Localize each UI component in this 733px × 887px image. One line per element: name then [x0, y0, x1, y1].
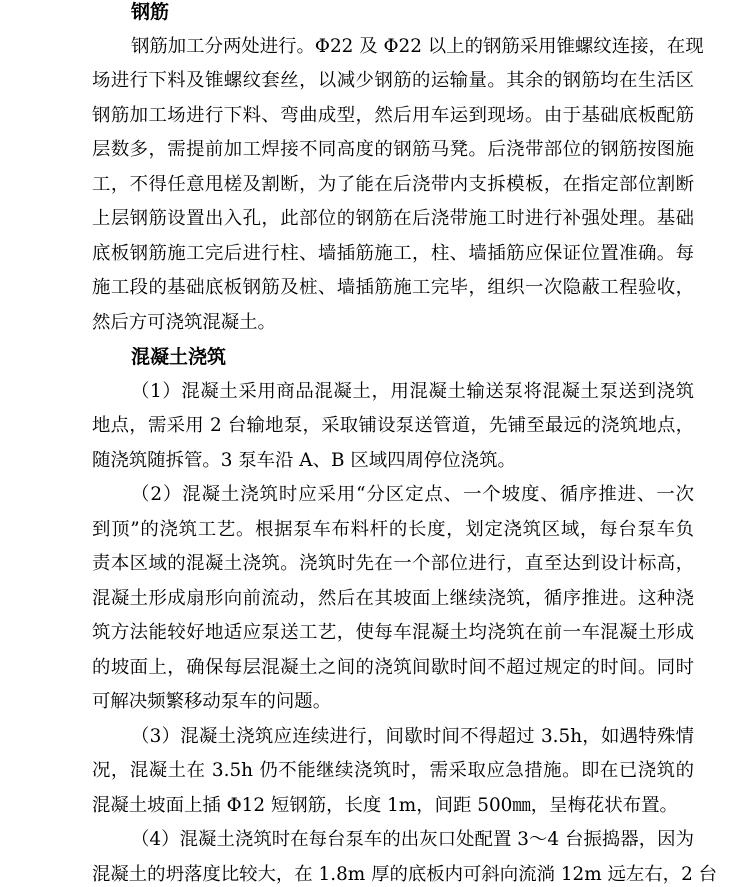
paragraph-line: （3）混凝土浇筑应连续进行，间歇时间不得超过 3.5h，如遇特殊情 — [131, 726, 694, 747]
paragraph-line: 责本区域的混凝土浇筑。浇筑时先在一个部位进行，直至达到设计标高， — [92, 553, 694, 574]
paragraph-line: （4）混凝土浇筑时在每台泵车的出灰口处配置 3～4 台振捣器，因为 — [131, 829, 694, 850]
paragraph-line: 混凝土形成扇形向前流动，然后在其坡面上继续浇筑，循序推进。这种浇 — [92, 588, 694, 609]
paragraph-line: 况，混凝土在 3.5h 仍不能继续浇筑时，需采取应急措施。即在已浇筑的 — [92, 760, 694, 781]
paragraph-line: （2）混凝土浇筑时应采用“分区定点、一个坡度、循序推进、一次 — [131, 484, 694, 505]
paragraph-line: 筑方法能较好地适应泵送工艺，使每车混凝土均浇筑在前一车混凝土形成 — [92, 622, 694, 643]
paragraph-line: 场进行下料及锥螺纹套丝，以减少钢筋的运输量。其余的钢筋均在生活区 — [92, 70, 694, 91]
paragraph-line: 钢筋加工场进行下料、弯曲成型，然后用车运到现场。由于基础底板配筋 — [92, 105, 694, 126]
paragraph-line: 的坡面上，确保每层混凝土之间的浇筑间歇时间不超过规定的时间。同时 — [92, 657, 694, 678]
paragraph-line: 钢筋加工分两处进行。Φ22 及 Φ22 以上的钢筋采用锥螺纹连接，在现 — [131, 36, 704, 57]
paragraph-line: 混凝土坡面上插 Φ12 短钢筋，长度 1m，间距 500㎜，呈梅花状布置。 — [92, 795, 678, 816]
paragraph-line: 上层钢筋设置出入孔，此部位的钢筋在后浇带施工时进行补强处理。基础 — [92, 208, 694, 229]
paragraph-line: 随浇筑随拆管。3 泵车沿 A、B 区域四周停位浇筑。 — [92, 450, 516, 471]
paragraph-line: （1）混凝土采用商品混凝土，用混凝土输送泵将混凝土泵送到浇筑 — [131, 381, 694, 402]
section-heading-concrete-pouring: 混凝土浇筑 — [131, 346, 227, 368]
paragraph-line: 然后方可浇筑混凝土。 — [92, 312, 276, 333]
paragraph-line: 混凝土的坍落度比较大，在 1.8m 厚的底板内可斜向流淌 12m 远左右，2 台 — [92, 864, 718, 885]
paragraph-line: 地点，需采用 2 台输地泵，采取铺设泵送管道，先铺至最远的浇筑地点， — [92, 415, 694, 436]
section-heading-rebar: 钢筋 — [131, 1, 170, 23]
paragraph-line: 可解决频繁移动泵车的问题。 — [92, 691, 332, 712]
paragraph-line: 到顶”的浇筑工艺。根据泵车布料杆的长度，划定浇筑区域，每台泵车负 — [92, 519, 694, 540]
paragraph-line: 工，不得任意甩槎及割断，为了能在后浇带内支拆模板，在指定部位割断 — [92, 174, 694, 195]
paragraph-line: 层数多，需提前加工焊接不同高度的钢筋马凳。后浇带部位的钢筋按图施 — [92, 139, 694, 160]
paragraph-line: 底板钢筋施工完后进行柱、墙插筋施工，柱、墙插筋应保证位置准确。每 — [92, 243, 694, 264]
paragraph-line: 施工段的基础底板钢筋及桩、墙插筋施工完毕，组织一次隐蔽工程验收， — [92, 277, 694, 298]
